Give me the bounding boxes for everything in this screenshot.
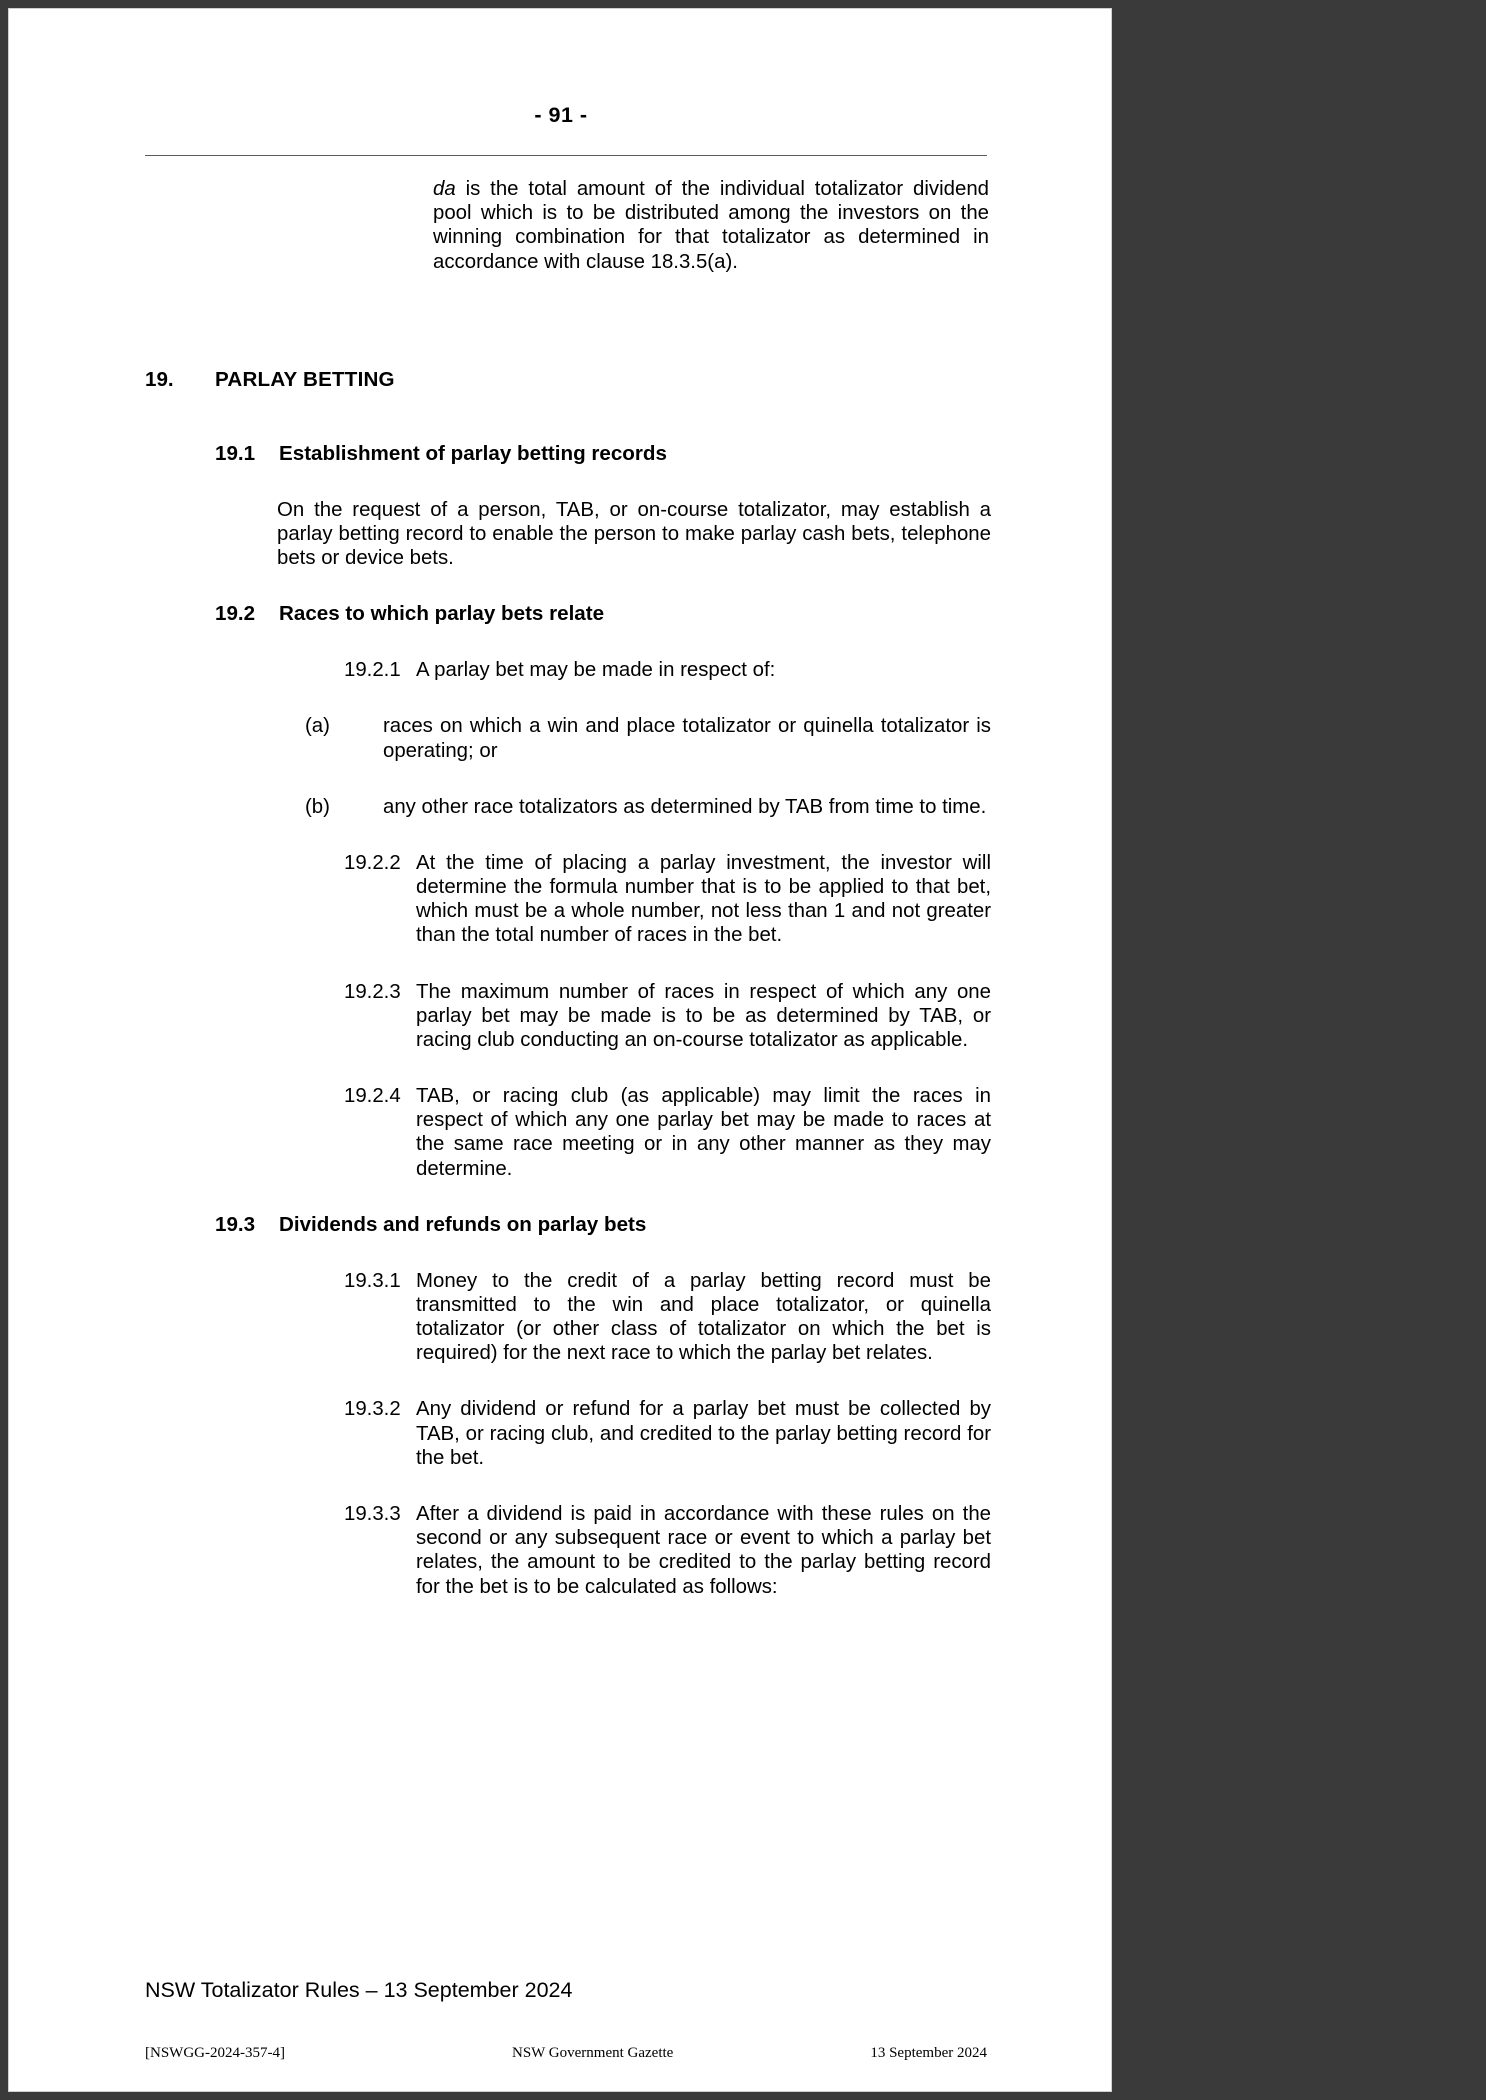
page-content bbox=[9, 177, 1112, 1599]
list-item-text: any other race totalizators as determined by TAB from time to time. bbox=[383, 795, 987, 818]
spacer bbox=[9, 1470, 1112, 1502]
subsection-title: Establishment of parlay betting records bbox=[279, 441, 667, 465]
clause-text: Any dividend or refund for a parlay bet must be collected by TAB, or racing club, and credited to the parlay betting record for the bet. bbox=[416, 1398, 991, 1469]
definition-term: da bbox=[433, 178, 456, 200]
clause-text: A parlay bet may be made in respect of: bbox=[416, 659, 776, 682]
spacer bbox=[9, 1052, 1112, 1084]
document-page bbox=[8, 8, 1112, 2092]
clause-number: 19.2.2 bbox=[344, 851, 401, 874]
clause-number: 19.2.3 bbox=[344, 980, 401, 1003]
clause-19-2-3 bbox=[344, 980, 991, 1053]
subsection-number: 19.1 bbox=[215, 441, 256, 465]
section-title: PARLAY BETTING bbox=[215, 367, 395, 391]
list-item-text: races on which a win and place totalizator or quinella totalizator is operating; or bbox=[383, 715, 991, 762]
clause-text: The maximum number of races in respect of which any one parlay bet may be made is to be as determined by TAB, or racing club conducting an on-course totalizator as applicable. bbox=[416, 980, 991, 1051]
list-item-b bbox=[305, 795, 991, 819]
list-item-label: (b) bbox=[305, 795, 330, 818]
spacer bbox=[9, 274, 1112, 336]
section-number: 19. bbox=[145, 367, 174, 391]
section-heading-19 bbox=[145, 368, 1112, 392]
list-item-a bbox=[305, 714, 991, 762]
clause-19-2-2 bbox=[344, 851, 991, 948]
spacer bbox=[9, 392, 1112, 442]
definition-paragraph bbox=[433, 177, 989, 274]
clause-text: After a dividend is paid in accordance with these rules on the second or any subsequent race or event to which a parlay bet relates, the amount to be credited to the parlay betting record for the bet is to be calculated as follows: bbox=[416, 1502, 991, 1598]
list-item-label: (a) bbox=[305, 715, 330, 738]
clause-number: 19.3.3 bbox=[344, 1502, 401, 1525]
subsection-title: Races to which parlay bets relate bbox=[279, 602, 605, 626]
spacer bbox=[9, 1237, 1112, 1269]
spacer bbox=[9, 763, 1112, 795]
spacer bbox=[9, 336, 1112, 368]
clause-number: 19.3.2 bbox=[344, 1398, 401, 1421]
subsection-19-1-body: On the request of a person, TAB, or on-course totalizator, may establish a parlay betting record to enable the person to make parlay cash bets, telephone bets or device bets. bbox=[277, 498, 991, 570]
spacer bbox=[9, 570, 1112, 602]
subsection-number: 19.2 bbox=[215, 602, 256, 626]
gazette-footer bbox=[145, 2045, 987, 2062]
clause-19-2-4 bbox=[344, 1084, 991, 1181]
header-divider bbox=[145, 155, 987, 156]
spacer bbox=[9, 466, 1112, 498]
gazette-date: 13 September 2024 bbox=[870, 2045, 987, 2061]
gazette-name: NSW Government Gazette bbox=[511, 2045, 674, 2061]
subsection-heading-19-2 bbox=[215, 602, 1112, 626]
clause-number: 19.2.1 bbox=[344, 659, 401, 682]
clause-19-3-2 bbox=[344, 1397, 991, 1470]
subsection-heading-19-3 bbox=[215, 1213, 1112, 1237]
spacer bbox=[9, 1365, 1112, 1397]
clause-text: TAB, or racing club (as applicable) may limit the races in respect of which any one parlay bet may be made to races at the same race meeting or in any other manner as they may determine. bbox=[416, 1085, 991, 1180]
spacer bbox=[9, 682, 1112, 714]
definition-text: is the total amount of the individual totalizator dividend pool which is to be distributed among the investors on the winning combination for that totalizator as determined in accordance with clause 18.3.5(a). bbox=[433, 178, 989, 273]
page-number: - 91 - bbox=[534, 103, 588, 127]
subsection-number: 19.3 bbox=[215, 1212, 256, 1236]
document-footer-title: NSW Totalizator Rules – 13 September 2024 bbox=[145, 1978, 573, 2002]
spacer bbox=[9, 626, 1112, 658]
subsection-heading-19-1 bbox=[215, 442, 1112, 466]
clause-number: 19.3.1 bbox=[344, 1269, 401, 1292]
clause-number: 19.2.4 bbox=[344, 1085, 401, 1108]
gazette-reference: [NSWGG-2024-357-4] bbox=[145, 2045, 285, 2061]
clause-19-3-1 bbox=[344, 1269, 991, 1366]
spacer bbox=[9, 819, 1112, 851]
spacer bbox=[9, 1181, 1112, 1213]
clause-text: Money to the credit of a parlay betting record must be transmitted to the win and place totalizator, or quinella totalizator (or other class of totalizator on which the bet is required) for the next race to which the parlay bet relates. bbox=[416, 1269, 991, 1365]
subsection-title: Dividends and refunds on parlay bets bbox=[279, 1212, 647, 1236]
clause-19-3-3 bbox=[344, 1502, 991, 1599]
spacer bbox=[9, 948, 1112, 980]
clause-19-2-1 bbox=[344, 658, 991, 682]
clause-text: At the time of placing a parlay investment, the investor will determine the formula number that is to be applied to that bet, which must be a whole number, not less than 1 and not greater than the total number of races in the bet. bbox=[416, 851, 991, 947]
